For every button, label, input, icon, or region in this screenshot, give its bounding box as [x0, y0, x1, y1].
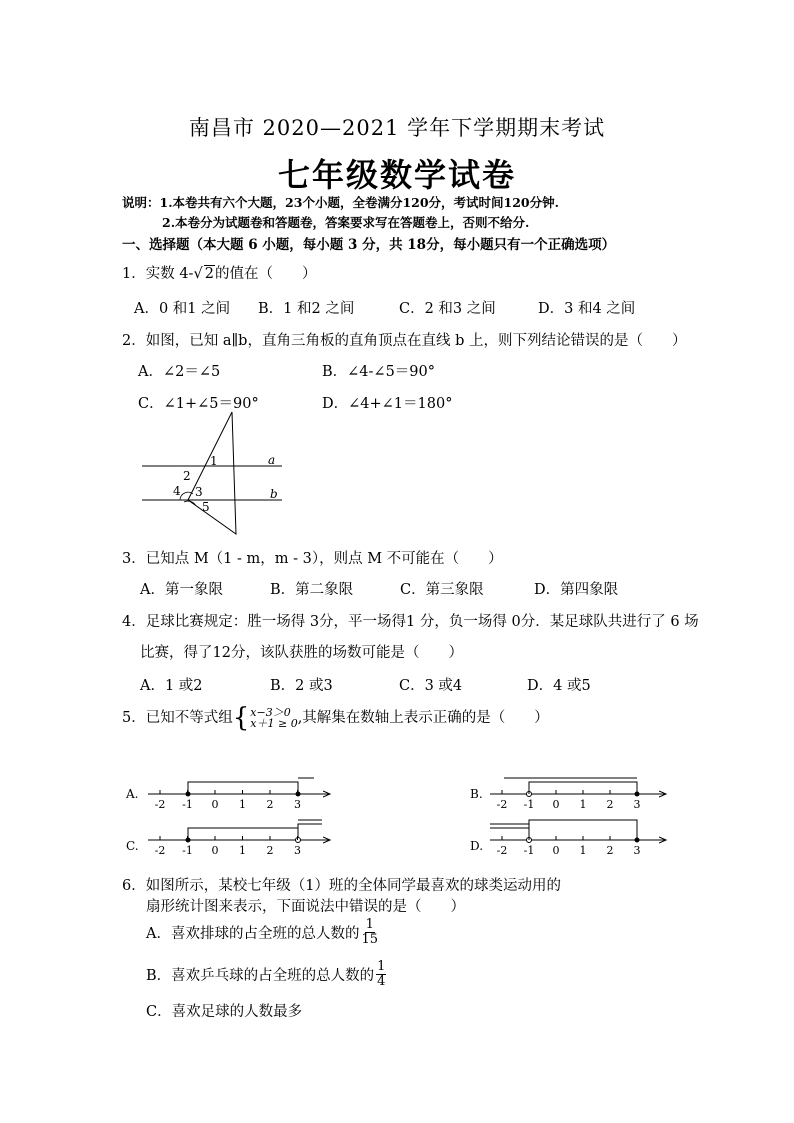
axis-tick-label: 0: [552, 844, 560, 857]
axis-tick-label: 0: [552, 798, 560, 811]
q3-option-a: A．第一象限: [140, 582, 223, 598]
number-line-b: [470, 778, 666, 811]
q6-option-b-text: B．喜欢乒乓球的占全班的总人数的: [146, 968, 375, 984]
line-label-b: b: [270, 487, 278, 501]
brace-icon: {: [232, 703, 250, 733]
question-1: [122, 262, 316, 283]
q5-suffix: ,其解集在数轴上表示正确的是（ ）: [297, 710, 549, 726]
fraction-numerator: 1: [365, 917, 374, 932]
question-2-stem: 2．如图，已知 a∥b，直角三角板的直角顶点在直线 b 上，则下列结论错误的是（ ）: [122, 333, 687, 349]
option-label-c: C.: [126, 839, 139, 853]
axis-tick-label: -2: [154, 798, 166, 811]
question-6-stem-line-2: 扇形统计图来表示，下面说法中错误的是（ ）: [146, 899, 465, 915]
number-line-d: [470, 820, 666, 857]
axis-tick-label: 3: [294, 798, 301, 811]
q2-option-d: D．∠4+∠1＝180°: [322, 396, 453, 412]
axis-tick-label: 1: [579, 844, 587, 857]
angle-label-3: 3: [195, 485, 203, 499]
inequality-row-1: x−3＞0: [250, 706, 291, 719]
q6-option-a-text: A．喜欢排球的占全班的总人数的: [146, 926, 360, 942]
angle-label-1: 1: [210, 454, 218, 468]
axis-tick-label: 0: [211, 798, 219, 811]
q1-prefix: 1．实数 4-: [122, 266, 194, 282]
question-4-stem-line-2: 比赛，得了12分，该队获胜的场数可能是（ ）: [140, 645, 463, 661]
question-6-stem-line-1: 6．如图所示，某校七年级（1）班的全体同学最喜欢的球类运动用的: [122, 878, 561, 894]
q6-option-c: C．喜欢足球的人数最多: [146, 1004, 303, 1020]
axis-tick-label: 3: [294, 844, 301, 857]
angle-label-5: 5: [202, 500, 210, 514]
question-5-stem: [122, 703, 549, 733]
axis-tick-label: 2: [266, 844, 274, 857]
q2-option-c: C．∠1+∠5＝90°: [138, 396, 259, 412]
q1-radicand: 2: [204, 266, 214, 282]
fraction-denominator: 15: [361, 932, 379, 947]
inequality-system: [232, 703, 298, 733]
q6-option-b: [146, 960, 386, 989]
axis-tick-label: 3: [633, 844, 641, 857]
inequality-row-2: x＋1 ≥ 0: [250, 717, 298, 730]
option-label-d: D.: [470, 839, 484, 853]
note-line-2: 2.本卷分为试题卷和答题卷，答案要求写在答题卷上，否则不给分.: [162, 215, 530, 230]
option-label-b: B.: [470, 787, 483, 801]
axis-tick-label: -2: [154, 844, 166, 857]
note-line-1: 说明：1.本卷共有六个大题，23个小题，全卷满分120分，考试时间120分钟.: [122, 195, 559, 210]
axis-tick-label: 2: [606, 798, 614, 811]
axis-tick-label: -2: [496, 844, 508, 857]
exam-title: 南昌市 2020—2021 学年下学期期末考试: [188, 116, 606, 140]
q3-option-c: C．第三象限: [400, 582, 484, 598]
q4-option-b: B．2 或3: [270, 678, 333, 694]
axis-tick-label: -2: [496, 798, 508, 811]
q1-suffix: 的值在（ ）: [214, 266, 317, 282]
q4-option-d: D．4 或5: [527, 678, 591, 694]
angle-label-4: 4: [173, 484, 181, 498]
number-line-a: [125, 778, 330, 811]
q1-option-d: D．3 和4 之间: [538, 301, 636, 317]
fraction-denominator: 4: [377, 974, 386, 989]
q4-option-c: C．3 或4: [399, 678, 463, 694]
q3-option-d: D．第四象限: [534, 582, 619, 598]
question-3-stem: 3．已知点 M（1 - m，m - 3），则点 M 不可能在（ ）: [122, 551, 503, 567]
option-label-a: A.: [126, 787, 139, 801]
q1-option-b: B．1 和2 之间: [258, 301, 355, 317]
q2-option-a: A．∠2＝∠5: [138, 364, 221, 380]
section-heading: 一、选择题（本大题 6 小题，每小题 3 分，共 18分，每小题只有一个正确选项）: [122, 237, 616, 253]
axis-tick-label: 1: [579, 798, 587, 811]
axis-tick-label: -1: [182, 844, 193, 857]
q6-option-a: [146, 918, 378, 947]
axis-tick-label: -1: [523, 844, 535, 857]
axis-tick-label: 3: [633, 798, 641, 811]
number-line-options: [118, 768, 678, 863]
right-triangle: [188, 412, 236, 534]
parallel-lines-triangle-figure: [140, 410, 290, 540]
line-label-a: a: [268, 453, 276, 467]
axis-tick-label: 2: [266, 798, 274, 811]
sqrt-symbol: √: [193, 266, 203, 282]
fraction-numerator: 1: [377, 959, 386, 974]
q2-option-b: B．∠4-∠5＝90°: [322, 364, 436, 380]
question-4-stem-line-1: 4．足球比赛规定：胜一场得 3分，平一场得1 分，负一场得 0分．某足球队共进行了 6 场: [122, 614, 699, 630]
q3-option-b: B．第二象限: [270, 582, 354, 598]
q1-option-a: A．0 和1 之间: [134, 301, 231, 317]
number-line-c: [126, 820, 330, 857]
axis-tick-label: 0: [211, 844, 219, 857]
q1-option-c: C．2 和3 之间: [399, 301, 496, 317]
axis-tick-label: 2: [606, 844, 614, 857]
q4-option-a: A．1 或2: [140, 678, 203, 694]
axis-tick-label: -1: [523, 798, 535, 811]
angle-label-2: 2: [183, 469, 191, 483]
axis-tick-label: -1: [182, 798, 193, 811]
exam-subtitle: 七年级数学试卷: [277, 156, 516, 194]
q6-option-a-fraction: [361, 918, 378, 947]
axis-tick-label: 1: [239, 798, 246, 811]
q6-option-b-fraction: [376, 960, 386, 989]
q5-prefix: 5．已知不等式组: [122, 710, 233, 726]
axis-tick-label: 1: [239, 844, 246, 857]
